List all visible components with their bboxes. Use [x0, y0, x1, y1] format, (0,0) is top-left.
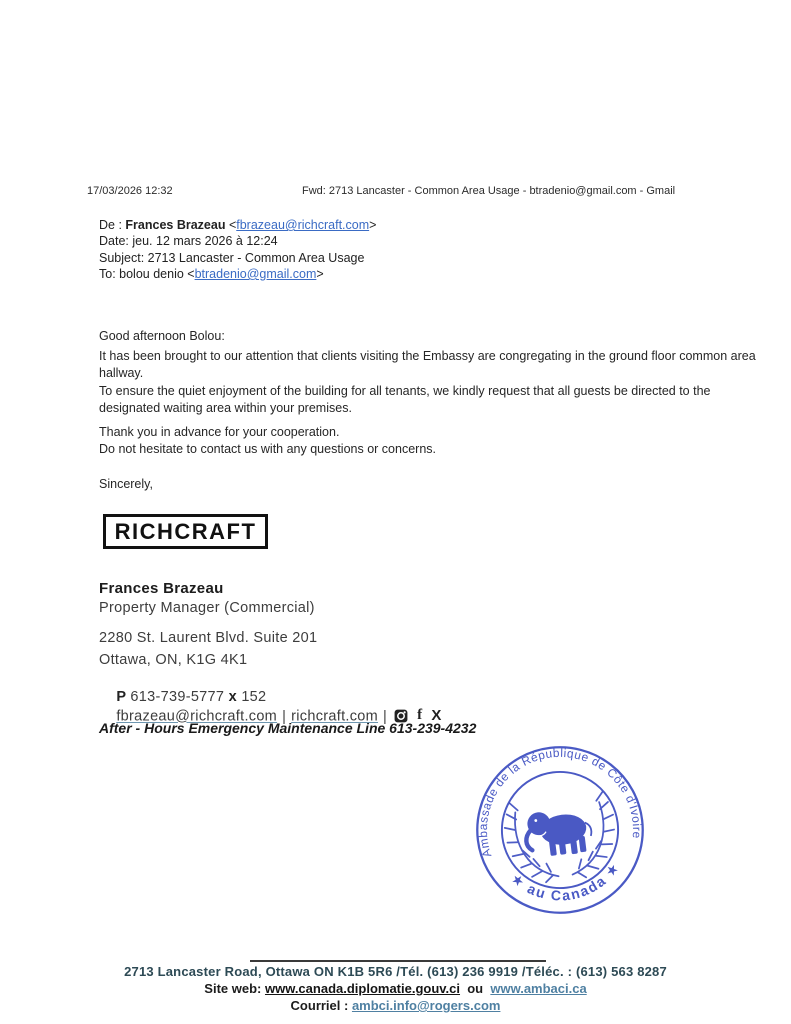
footer-site-link-2[interactable]: www.ambaci.ca: [490, 981, 587, 996]
from-email-link[interactable]: fbrazeau@richcraft.com: [236, 218, 370, 232]
paragraph-2-line: Do not hesitate to contact us with any questions or concerns.: [99, 442, 436, 457]
stamp-bottom-text: ★ au Canada ★: [508, 858, 624, 904]
footer-address-line: 2713 Lancaster Road, Ottawa ON K1B 5R6 /Tél. (613) 236 9919 /Téléc. : (613) 563 8287: [124, 964, 667, 979]
signature-email-link[interactable]: fbrazeau@richcraft.com: [116, 708, 278, 725]
richcraft-logo-text: RICHCRAFT: [114, 518, 257, 544]
site-separator: ou: [460, 981, 491, 996]
separator: |: [282, 708, 287, 725]
facebook-icon[interactable]: f: [417, 707, 423, 723]
angle-open: <: [183, 266, 195, 281]
to-name: bolou denio: [119, 266, 184, 281]
paragraph-1-line: It has been brought to our attention that clients visiting the Embassy are congregating in the ground floor common area: [99, 349, 756, 363]
to-label: To:: [99, 266, 120, 281]
angle-close: >: [369, 218, 377, 232]
date-label: Date:: [99, 234, 133, 249]
x-twitter-icon[interactable]: X: [431, 707, 442, 724]
greeting: Good afternoon Bolou:: [99, 329, 225, 343]
richcraft-logo: [103, 514, 268, 549]
elephant-icon: [523, 806, 594, 859]
footer-website-line: [0, 981, 791, 996]
svg-text:★ au Canada ★: [507, 857, 627, 910]
signature-address-1: 2280 St. Laurent Blvd. Suite 201: [99, 630, 318, 646]
courriel-label: Courriel :: [290, 998, 352, 1013]
signature-job-title: Property Manager (Commercial): [99, 600, 315, 616]
ext-number: 152: [241, 689, 267, 705]
print-timestamp: 17/03/2026 12:32: [87, 185, 173, 197]
embassy-stamp: [462, 732, 658, 928]
paragraph-2-line: Thank you in advance for your cooperation.: [99, 425, 340, 439]
date-line: [99, 233, 376, 249]
print-title: Fwd: 2713 Lancaster - Common Area Usage - btradenio@gmail.com - Gmail: [302, 185, 676, 197]
signature-name: Frances Brazeau: [99, 580, 224, 597]
closing: Sincerely,: [99, 477, 153, 491]
paragraph-1-line: designated waiting area within your premises.: [99, 400, 352, 415]
paragraph-1: [99, 348, 756, 417]
angle-open: <: [225, 218, 237, 232]
emergency-line: After - Hours Emergency Maintenance Line 613-239-4232: [99, 720, 477, 736]
from-label: De :: [99, 218, 126, 232]
to-email-link[interactable]: btradenio@gmail.com: [194, 266, 317, 281]
stamp-top-text: Ambassade de la République de Côte d'Ivoire: [475, 745, 645, 860]
signature-address-2: Ottawa, ON, K1G 4K1: [99, 652, 248, 668]
subject-line: [99, 250, 376, 266]
footer-email-line: [0, 998, 791, 1013]
embassy-stamp-graphic: [462, 732, 658, 928]
footer-divider: [250, 960, 546, 962]
site-web-label: Site web:: [204, 981, 265, 996]
paragraph-2: [99, 424, 436, 459]
to-line: [99, 266, 376, 282]
footer-email-link[interactable]: ambci.info@rogers.com: [351, 998, 501, 1013]
from-line: [99, 217, 376, 233]
phone-number: 613-739-5777: [130, 689, 229, 705]
angle-close: >: [316, 266, 324, 281]
paragraph-1-line: To ensure the quiet enjoyment of the building for all tenants, we kindly request that all guests be directed to the: [99, 383, 711, 398]
ext-label: x: [228, 689, 242, 705]
date-value: jeu. 12 mars 2026 à 12:24: [132, 234, 278, 249]
subject-label: Subject:: [99, 250, 148, 265]
paragraph-1-line: hallway.: [99, 366, 144, 381]
subject-value: 2713 Lancaster - Common Area Usage: [147, 250, 365, 265]
from-name: Frances Brazeau: [125, 218, 226, 232]
footer-site-link-1[interactable]: www.canada.diplomatie.gouv.ci: [264, 981, 461, 996]
separator: |: [383, 708, 388, 725]
signature-website-link[interactable]: richcraft.com: [291, 708, 379, 725]
email-meta-headers: [99, 217, 376, 282]
phone-label: P: [116, 689, 131, 705]
